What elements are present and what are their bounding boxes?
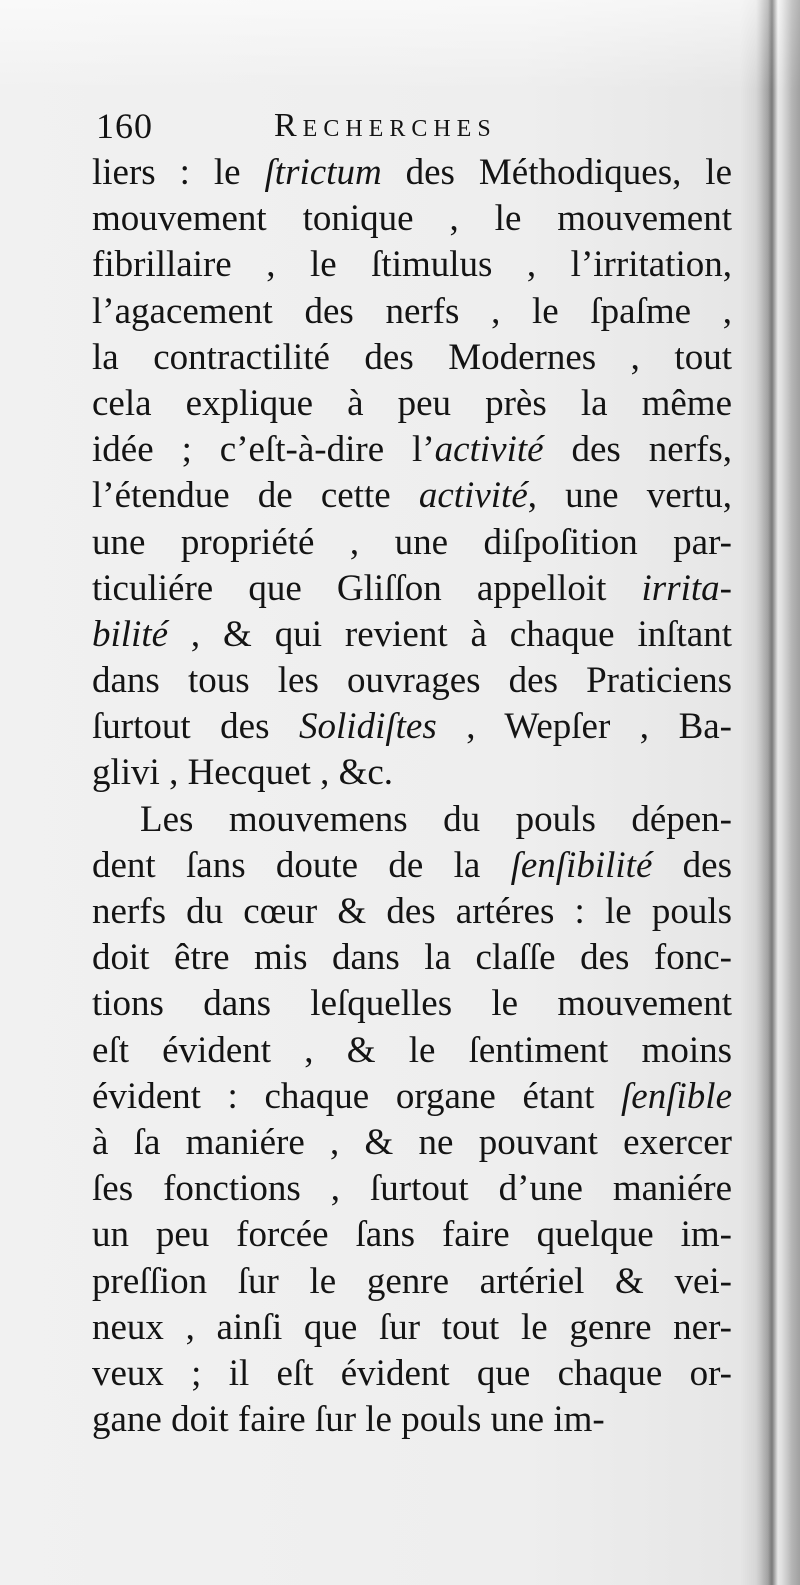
page-header — [96, 98, 636, 154]
body-text — [92, 150, 732, 1443]
text-run: des — [652, 844, 732, 886]
text-run: gane doit faire ſur le pouls une im- — [92, 1399, 605, 1441]
text-run: fibrillaire , le ſtimulus , l’irritation, — [92, 244, 732, 286]
text-run: dans tous les ouvrages des Praticiens — [92, 660, 732, 702]
text-run: à ſa maniére , & ne pouvant exercer — [92, 1121, 732, 1163]
text-run: une propriété , une diſpoſition par- — [92, 521, 732, 563]
text-line — [92, 1212, 732, 1258]
italic-text-run: ſenſibilité — [510, 844, 653, 886]
text-line — [92, 1166, 732, 1212]
text-line — [92, 196, 732, 242]
text-line — [92, 1351, 732, 1397]
italic-text-run: activité — [418, 475, 528, 517]
text-run: ſurtout des — [92, 706, 300, 748]
text-line — [92, 381, 732, 427]
text-run: glivi , Hecquet , &c. — [92, 752, 394, 794]
text-run: Les mouvemens du pouls dépen- — [140, 798, 732, 840]
text-run: la contractilité des Modernes , tout — [92, 336, 732, 378]
text-run: doit être mis dans la claſſe des fonc- — [92, 937, 732, 979]
text-run: preſſion ſur le genre artériel & vei- — [92, 1260, 732, 1302]
text-run: ſes fonctions , ſurtout d’une maniére — [92, 1168, 732, 1210]
page-top-shade — [0, 0, 800, 90]
text-line — [92, 1259, 732, 1305]
text-run: eſt évident , & le ſentiment moins — [92, 1029, 732, 1071]
text-run: dent ſans doute de la — [92, 844, 511, 886]
text-run: des Méthodiques, le — [381, 152, 732, 193]
text-run: liers : le — [92, 152, 265, 193]
text-run: l’étendue de cette — [92, 475, 419, 517]
text-line — [92, 427, 732, 473]
text-line — [92, 1028, 732, 1074]
text-run: des nerfs, — [543, 429, 732, 471]
text-line — [92, 658, 732, 704]
running-head: Recherches — [274, 107, 497, 144]
italic-text-run: ſtrictum — [264, 152, 382, 193]
text-line — [92, 1120, 732, 1166]
text-line — [92, 473, 732, 519]
text-line — [92, 1074, 732, 1120]
text-line — [92, 242, 732, 288]
page-gutter-edge — [756, 0, 800, 1585]
text-run: , une vertu, — [527, 475, 732, 517]
text-line — [92, 289, 732, 335]
text-line — [92, 612, 732, 658]
text-line — [92, 704, 732, 750]
page-number: 160 — [96, 106, 153, 146]
text-line — [92, 520, 732, 566]
text-line — [92, 889, 732, 935]
text-line — [92, 1305, 732, 1351]
text-run: nerfs du cœur & des artéres : le pouls — [92, 891, 732, 932]
text-line — [92, 843, 732, 889]
text-line — [92, 981, 732, 1027]
italic-text-run: activité — [434, 429, 544, 471]
italic-text-run: Solidiſtes — [299, 706, 437, 748]
text-run: cela explique à peu près la même — [92, 382, 732, 424]
text-run: évident : chaque organe étant — [92, 1075, 622, 1117]
text-line — [92, 150, 732, 196]
text-run: un peu forcée ſans faire quelque im- — [92, 1214, 732, 1256]
italic-text-run: bilité — [92, 613, 169, 655]
text-line — [92, 935, 732, 981]
italic-text-run: ſenſible — [621, 1075, 732, 1117]
text-run: mouvement tonique , le mouvement — [92, 198, 732, 240]
text-line — [92, 335, 732, 381]
text-run: neux , ainſi que ſur tout le genre ner- — [92, 1306, 732, 1348]
text-run: ticuliére que Gliſſon appelloit — [92, 567, 642, 609]
italic-text-run: irrita- — [641, 567, 732, 609]
text-run: , & qui revient à chaque inſtant — [168, 613, 732, 655]
text-run: l’agacement des nerfs , le ſpaſme , — [92, 290, 732, 332]
text-run: idée ; c’eſt-à-dire l’ — [92, 429, 435, 471]
text-run: veux ; il eſt évident que chaque or- — [92, 1352, 732, 1394]
text-line — [92, 797, 732, 843]
text-run: tions dans leſquelles le mouvement — [92, 983, 732, 1025]
text-run: , Wepſer , Ba- — [436, 706, 732, 748]
text-line — [92, 750, 732, 796]
text-line — [92, 1397, 732, 1443]
text-line — [92, 566, 732, 612]
